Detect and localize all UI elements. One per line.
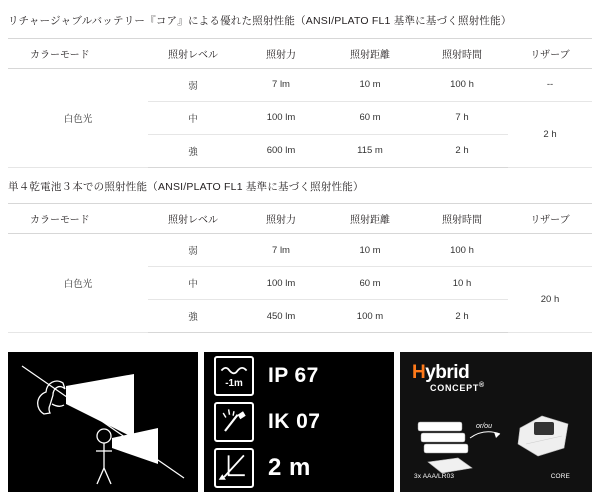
cell-reserve-empty: [508, 234, 592, 267]
cell-time: 2 h: [416, 300, 508, 333]
spec-table-alkaline: [8, 203, 592, 333]
col-header-level: 照射レベル: [148, 38, 238, 68]
col-header-distance: 照射距離: [324, 38, 416, 68]
col-header-color-mode: カラーモード: [8, 204, 148, 234]
cell-power: 100 lm: [238, 267, 324, 300]
panel-beam-illustration: [8, 352, 198, 492]
cell-level: 強: [148, 300, 238, 333]
cell-distance: 10 m: [324, 234, 416, 267]
col-header-distance: 照射距離: [324, 204, 416, 234]
cell-reserve: 2 h: [508, 101, 592, 167]
rating-row-ip67: [214, 356, 384, 396]
cell-time: 2 h: [416, 134, 508, 167]
rating-label-drop: 2 m: [268, 454, 311, 481]
hybrid-caption-batteries: 3x AAA/LR03: [414, 473, 455, 480]
col-header-level: 照射レベル: [148, 204, 238, 234]
cell-power: 100 lm: [238, 101, 324, 134]
cell-distance: 100 m: [324, 300, 416, 333]
cell-time: 10 h: [416, 267, 508, 300]
spec-table-rechargeable: [8, 38, 592, 168]
table-row: [8, 68, 592, 101]
table-row: [8, 234, 592, 267]
cell-level: 弱: [148, 68, 238, 101]
section-heading-rechargeable: リチャージャブルバッテリー『コア』による優れた照射性能（ANSI/PLATO FL1 基準に基づく照射性能）: [8, 15, 512, 27]
drop-test-icon: [214, 448, 254, 488]
cell-power: 450 lm: [238, 300, 324, 333]
col-header-reserve: リザーブ: [508, 38, 592, 68]
cell-time: 100 h: [416, 234, 508, 267]
cell-color-mode: 白色光: [8, 68, 148, 167]
cell-distance: 115 m: [324, 134, 416, 167]
section-heading-alkaline: 単４乾電池３本での照射性能（ANSI/PLATO FL1 基準に基づく照射性能）: [8, 180, 364, 193]
cell-level: 強: [148, 134, 238, 167]
table-header-row: [8, 204, 592, 234]
cell-distance: 10 m: [324, 68, 416, 101]
cell-distance: 60 m: [324, 267, 416, 300]
cell-power: 7 lm: [238, 68, 324, 101]
cell-level: 弱: [148, 234, 238, 267]
cell-level: 中: [148, 101, 238, 134]
water-depth-icon: [214, 356, 254, 396]
hybrid-caption-core: CORE: [550, 473, 570, 480]
rating-label-ik07: IK 07: [268, 410, 321, 433]
illustration-panels: [8, 352, 592, 492]
panel-hybrid-concept: [400, 352, 592, 492]
cell-reserve-dash: --: [508, 68, 592, 101]
cell-power: 600 lm: [238, 134, 324, 167]
cell-power: 7 lm: [238, 234, 324, 267]
col-header-reserve: リザーブ: [508, 204, 592, 234]
hybrid-title-text: ybrid: [425, 362, 470, 383]
cell-color-mode: 白色光: [8, 234, 148, 333]
cell-time: 7 h: [416, 101, 508, 134]
panel-ratings: [204, 352, 394, 492]
svg-text:-1m: -1m: [225, 377, 243, 389]
rating-row-ik07: [214, 402, 384, 442]
rating-row-drop: [214, 448, 384, 488]
col-header-power: 照射力: [238, 38, 324, 68]
registered-mark: ®: [479, 382, 485, 389]
table-header-row: [8, 38, 592, 68]
col-header-time: 照射時間: [416, 204, 508, 234]
col-header-time: 照射時間: [416, 38, 508, 68]
cell-time: 100 h: [416, 68, 508, 101]
beam-diagram-icon: [8, 352, 198, 492]
svg-text:or/ou: or/ou: [476, 423, 492, 430]
cell-distance: 60 m: [324, 101, 416, 134]
bolt-icon: H: [412, 362, 426, 383]
hybrid-subtitle-text: CONCEPT: [430, 383, 480, 393]
hybrid-power-diagram-icon: [400, 352, 592, 492]
rating-label-ip67: IP 67: [268, 364, 319, 387]
cell-level: 中: [148, 267, 238, 300]
col-header-color-mode: カラーモード: [8, 38, 148, 68]
impact-icon: [214, 402, 254, 442]
col-header-power: 照射力: [238, 204, 324, 234]
cell-reserve: 20 h: [508, 267, 592, 333]
